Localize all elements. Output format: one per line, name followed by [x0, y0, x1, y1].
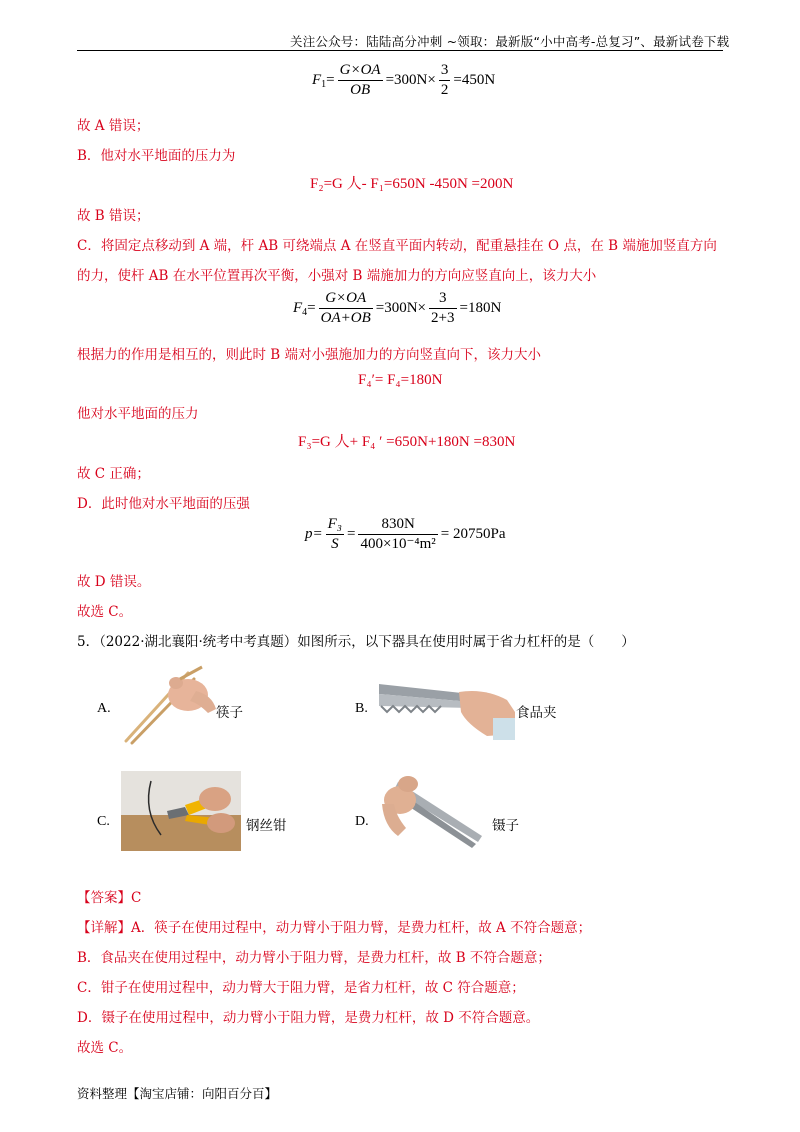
equation-f3: F₃=G 人+ F₄ ′ =650N+180N =830N — [298, 434, 516, 450]
detail-d: D．镊子在使用过程中，动力臂小于阻力臂，是费力杠杆，故 D 不符合题意。 — [77, 1010, 540, 1026]
option-c-caption: 钢丝钳 — [246, 818, 287, 834]
text-a-wrong: 故 A 错误； — [77, 118, 150, 134]
page-footer: 资料整理【淘宝店铺：向阳百分百】 — [77, 1086, 278, 1101]
page-header: 关注公众号：陆陆高分冲刺 ~领取：最新版“小中高考-总复习”、最新试卷下载 — [290, 34, 730, 49]
text-d-intro: D．此时他对水平地面的压强 — [77, 496, 250, 512]
option-b-letter: B. — [355, 701, 368, 716]
text-choose-c-2: 故选 C。 — [77, 1040, 133, 1056]
equation-pressure: p= $\frac{\text{F₃}}{S}$ = $\frac{830N}{\text{400×10⁻⁴m²}}$ = 20750Pa — [305, 516, 506, 552]
option-b-caption: 食品夹 — [516, 705, 557, 721]
text-c-line2: 的力，使杆 AB 在水平位置再次平衡，小强对 B 端施加力的方向应竖直向上，该力大小 — [77, 268, 597, 284]
detail-b: B．食品夹在使用过程中，动力臂小于阻力臂，是费力杠杆，故 B 不符合题意； — [77, 950, 551, 966]
text-b-intro: B．他对水平地面的压力为 — [77, 148, 236, 164]
text-c-right: 故 C 正确； — [77, 466, 150, 482]
option-d-caption: 镊子 — [492, 818, 519, 834]
detail-a: 【详解】A．筷子在使用过程中，动力臂小于阻力臂，是费力杠杆，故 A 不符合题意； — [77, 920, 592, 936]
text-b-wrong: 故 B 错误； — [77, 208, 150, 224]
text-c-line1: C．将固定点移动到 A 端，杆 AB 可绕端点 A 在竖直平面内转动，配重悬挂在 O 点，在 B 端施加竖直方向 — [77, 238, 717, 254]
option-a-caption: 筷子 — [216, 705, 243, 721]
detail-c: C．钳子在使用过程中，动力臂大于阻力臂，是省力杠杆，故 C 符合题意； — [77, 980, 525, 996]
food-tongs-photo — [375, 678, 515, 740]
equation-f4-prime: F₄′= F₄=180N — [358, 372, 443, 388]
equation-f4: $F_4=$ $\frac{G\times OA}{OA+OB}$ =300N× $\frac{3}{2+3}$ =180N — [293, 290, 502, 326]
answer: 【答案】C — [77, 890, 142, 906]
option-d-letter: D. — [355, 814, 369, 829]
text-choose-c-1: 故选 C。 — [77, 604, 133, 620]
question-5: 5．（2022·湖北襄阳·统考中考真题）如图所示，以下器具在使用时属于省力杠杆的是（ ） — [77, 634, 635, 650]
text-d-wrong: 故 D 错误。 — [77, 574, 151, 590]
text-pressure: 他对水平地面的压力 — [77, 406, 199, 422]
equation-f1: $F_1=$ $\frac{G\times OA}{OB}$ =300N× $\frac{3}{2}$ =450N — [312, 62, 496, 98]
wire-pliers-photo — [121, 771, 241, 851]
option-a-letter: A. — [97, 701, 111, 716]
tweezers-photo — [378, 770, 488, 850]
text-reaction: 根据力的作用是相互的，则此时 B 端对小强施加力的方向竖直向下，该力大小 — [77, 347, 542, 363]
header-divider — [77, 50, 723, 51]
equation-f2: F₂=G 人- F₁=650N -450N =200N — [310, 176, 514, 192]
chopsticks-photo — [118, 665, 218, 745]
option-c-letter: C. — [97, 814, 110, 829]
